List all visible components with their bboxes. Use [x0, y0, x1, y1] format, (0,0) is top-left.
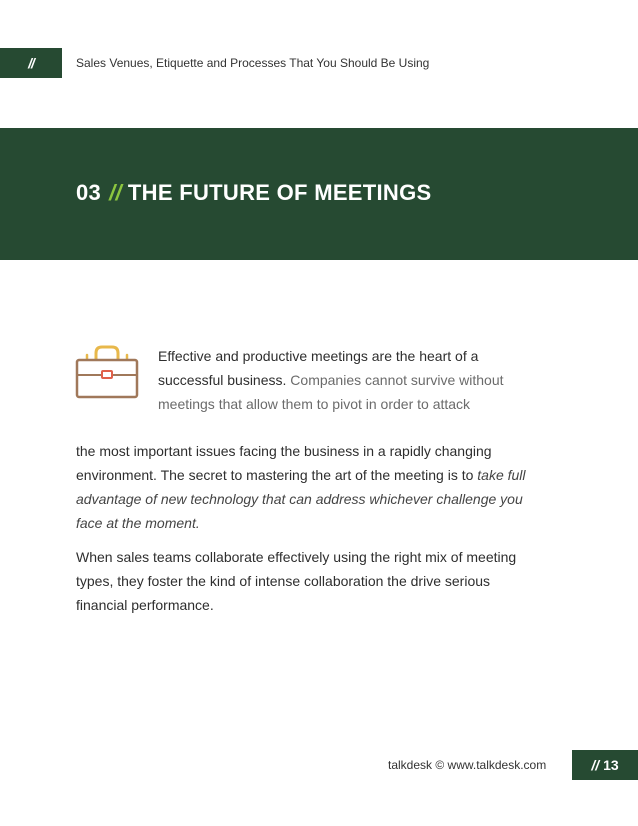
section-separator: // — [109, 180, 122, 205]
paragraph-1-text: the most important issues facing the business in a rapidly changing environment. The secret to mastering the art of the meeting is to — [76, 443, 492, 483]
paragraph-2: When sales teams collaborate effectively using the right mix of meeting types, they foster the kind of intense collaboration the drive serious financial performance. — [76, 549, 517, 613]
section-banner — [0, 128, 638, 260]
section-title-text: THE FUTURE OF MEETINGS — [127, 180, 432, 205]
running-header-title: Sales Venues, Etiquette and Processes That You Should Be Using — [76, 56, 430, 70]
page-number: 13 — [603, 757, 619, 773]
lead-strong-text: Effective and productive meetings are the heart of a successful business. — [158, 348, 479, 388]
page-number-tab — [572, 750, 638, 780]
section-number: 03 — [76, 180, 102, 205]
paragraph-1 — [76, 439, 526, 535]
footer-brand-line: talkdesk © www.talkdesk.com — [388, 758, 547, 772]
briefcase-icon — [74, 344, 140, 400]
paragraph-1-emphasis: take full advantage of new technology that can address whichever challenge you face at the moment. — [76, 467, 526, 531]
page-number-mark: // — [591, 757, 600, 773]
lead-rest-text: Companies cannot survive without meetings that allow them to pivot in order to attack — [158, 372, 504, 412]
header-tab-mark: // — [0, 48, 62, 78]
lead-paragraph — [158, 344, 528, 416]
section-title — [76, 180, 432, 206]
